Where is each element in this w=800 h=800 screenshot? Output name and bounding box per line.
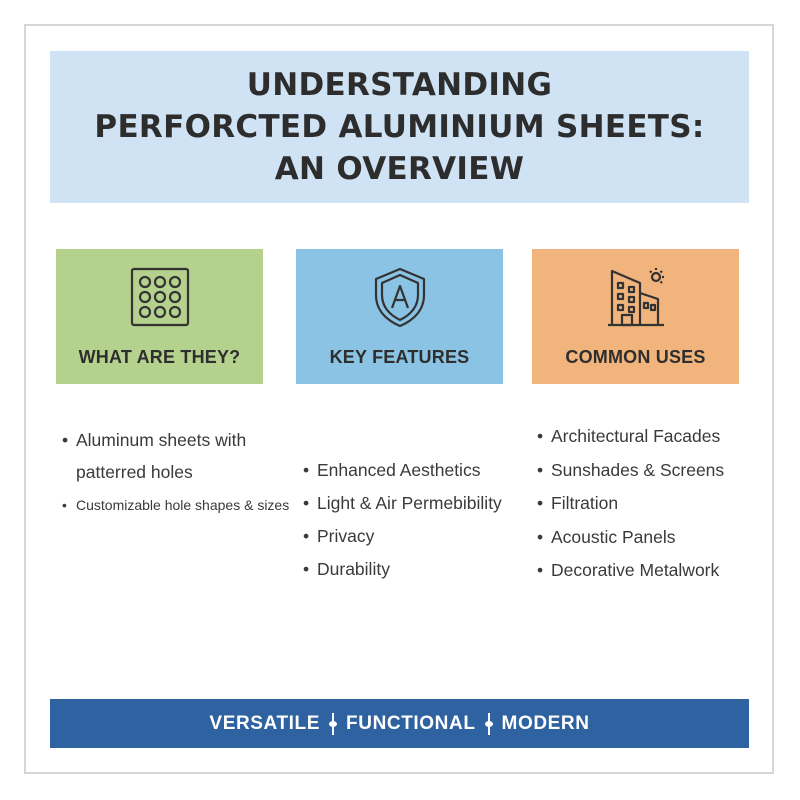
list-item: • Filtration — [537, 487, 767, 521]
list-item: • Acoustic Panels — [537, 521, 767, 555]
title-line-1: UNDERSTANDING — [246, 67, 553, 103]
list-item: • Architectural Facades — [537, 420, 767, 454]
list-item: • Decorative Metalwork — [537, 554, 767, 588]
common-uses-list — [537, 420, 767, 588]
perforated-grid-icon — [128, 265, 192, 329]
title-banner — [50, 51, 749, 203]
list-item: • Light & Air Permebibility — [303, 487, 533, 520]
title-line-2: PERFORCTED ALUMINIUM SHEETS: — [94, 109, 705, 145]
card-common-uses — [532, 249, 739, 384]
list-item: • Privacy — [303, 520, 533, 553]
building-icon — [604, 265, 668, 329]
key-features-list — [303, 454, 533, 586]
title-line-3: AN OVERVIEW — [274, 151, 525, 187]
card-title-key-features: KEY FEATURES — [329, 347, 470, 367]
list-item-text: Customizable hole shapes & sizes — [76, 497, 290, 513]
list-item — [62, 492, 292, 518]
card-what-are-they — [56, 249, 263, 384]
what-are-they-list — [62, 424, 292, 518]
footer-word-versatile: VERSATILE — [209, 712, 321, 734]
footer-banner — [50, 699, 749, 748]
list-item-text: Aluminum sheets with — [76, 430, 247, 450]
card-title-common-uses: COMMON USES — [565, 347, 706, 367]
list-item-text-continued: patterred holes — [76, 462, 193, 482]
card-key-features — [296, 249, 503, 384]
list-item: • Durability — [303, 553, 533, 586]
footer-word-modern: MODERN — [501, 712, 590, 734]
shield-icon — [368, 265, 432, 329]
list-item: • Enhanced Aesthetics — [303, 454, 533, 487]
divider-icon — [488, 713, 490, 735]
list-item — [62, 424, 292, 488]
card-title-what-are-they: WHAT ARE THEY? — [78, 347, 241, 367]
list-item: • Sunshades & Screens — [537, 454, 767, 488]
footer-word-functional: FUNCTIONAL — [346, 712, 476, 734]
divider-icon — [332, 713, 334, 735]
